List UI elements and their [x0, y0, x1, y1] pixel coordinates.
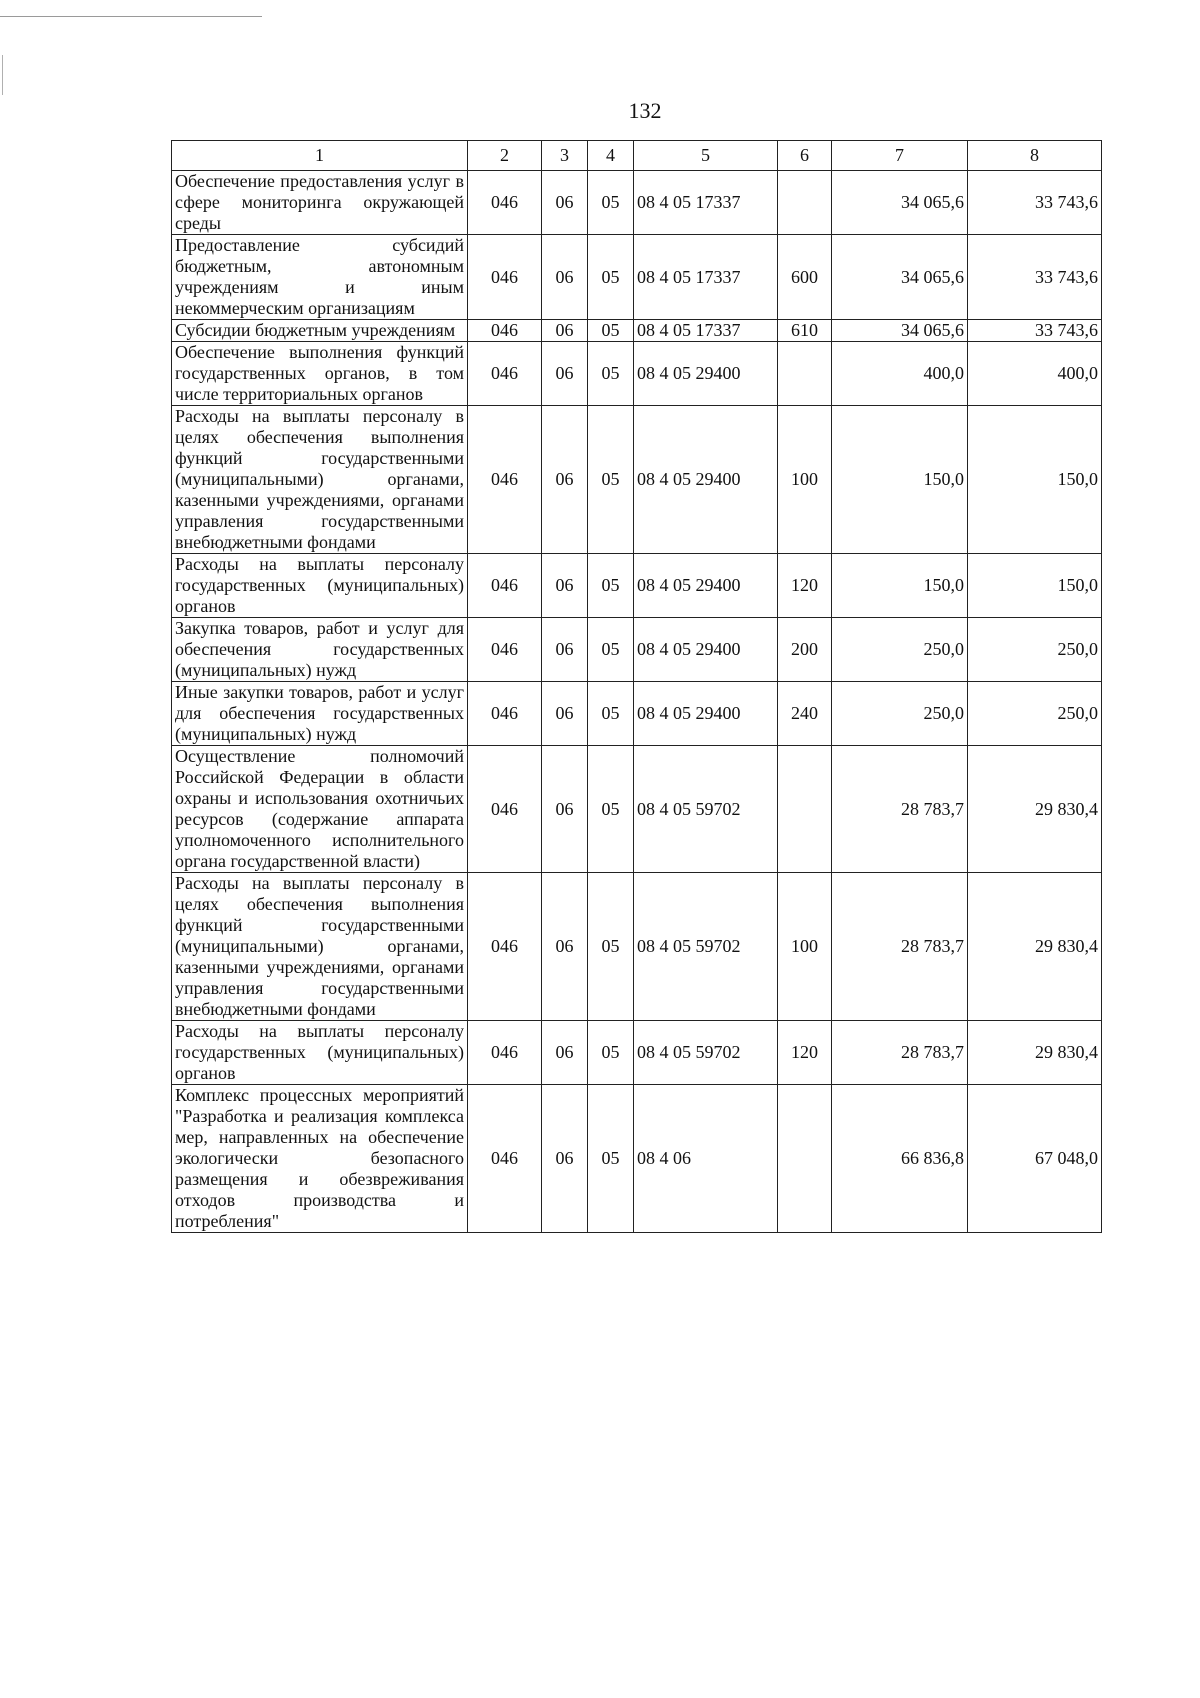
ministry-code: 046 [468, 618, 542, 682]
table-row [172, 618, 1102, 682]
scan-artifact-left-edge [2, 55, 3, 95]
amount-year-1: 28 783,7 [832, 1021, 968, 1085]
section-code: 06 [542, 235, 588, 320]
column-header: 2 [468, 141, 542, 171]
column-header: 4 [588, 141, 634, 171]
amount-year-2: 250,0 [968, 618, 1102, 682]
table-row [172, 682, 1102, 746]
ministry-code: 046 [468, 171, 542, 235]
amount-year-1: 250,0 [832, 682, 968, 746]
ministry-code: 046 [468, 342, 542, 406]
target-article-code: 08 4 05 29400 [634, 406, 778, 554]
amount-year-1: 400,0 [832, 342, 968, 406]
amount-year-2: 33 743,6 [968, 235, 1102, 320]
target-article-code: 08 4 05 17337 [634, 171, 778, 235]
subsection-code: 05 [588, 746, 634, 873]
target-article-code: 08 4 05 59702 [634, 1021, 778, 1085]
amount-year-2: 67 048,0 [968, 1085, 1102, 1233]
expense-type-code [778, 171, 832, 235]
expense-type-code: 100 [778, 873, 832, 1021]
amount-year-2: 29 830,4 [968, 1021, 1102, 1085]
column-header: 5 [634, 141, 778, 171]
table-row [172, 171, 1102, 235]
expense-type-code: 120 [778, 554, 832, 618]
amount-year-2: 400,0 [968, 342, 1102, 406]
column-header: 7 [832, 141, 968, 171]
section-code: 06 [542, 554, 588, 618]
section-code: 06 [542, 1085, 588, 1233]
expense-type-code [778, 746, 832, 873]
row-description: Закупка товаров, работ и услуг для обеспечения государственных (муниципальных) нужд [172, 618, 468, 682]
subsection-code: 05 [588, 618, 634, 682]
amount-year-1: 28 783,7 [832, 873, 968, 1021]
target-article-code: 08 4 05 29400 [634, 554, 778, 618]
amount-year-1: 34 065,6 [832, 235, 968, 320]
expense-type-code: 610 [778, 320, 832, 342]
table-row [172, 554, 1102, 618]
amount-year-2: 29 830,4 [968, 873, 1102, 1021]
row-description: Обеспечение выполнения функций государственных органов, в том числе территориальных органов [172, 342, 468, 406]
section-code: 06 [542, 171, 588, 235]
ministry-code: 046 [468, 320, 542, 342]
amount-year-2: 33 743,6 [968, 171, 1102, 235]
expense-type-code: 120 [778, 1021, 832, 1085]
amount-year-2: 29 830,4 [968, 746, 1102, 873]
amount-year-2: 33 743,6 [968, 320, 1102, 342]
page-number: 132 [628, 98, 662, 123]
ministry-code: 046 [468, 235, 542, 320]
amount-year-2: 150,0 [968, 554, 1102, 618]
row-description: Иные закупки товаров, работ и услуг для обеспечения государственных (муниципальных) нужд [172, 682, 468, 746]
table-row [172, 1021, 1102, 1085]
section-code: 06 [542, 342, 588, 406]
expense-type-code [778, 342, 832, 406]
section-code: 06 [542, 406, 588, 554]
expense-type-code: 600 [778, 235, 832, 320]
amount-year-1: 150,0 [832, 406, 968, 554]
column-header: 8 [968, 141, 1102, 171]
subsection-code: 05 [588, 171, 634, 235]
target-article-code: 08 4 05 29400 [634, 682, 778, 746]
subsection-code: 05 [588, 1021, 634, 1085]
amount-year-2: 250,0 [968, 682, 1102, 746]
ministry-code: 046 [468, 873, 542, 1021]
target-article-code: 08 4 05 17337 [634, 320, 778, 342]
expense-type-code: 240 [778, 682, 832, 746]
ministry-code: 046 [468, 1085, 542, 1233]
row-description: Обеспечение предоставления услуг в сфере мониторинга окружающей среды [172, 171, 468, 235]
row-description: Расходы на выплаты персоналу в целях обеспечения выполнения функций государственными (муниципальными) органами, казенными учреждениями, органами управления государственными внебюджетными фондами [172, 873, 468, 1021]
subsection-code: 05 [588, 682, 634, 746]
row-description: Субсидии бюджетным учреждениям [172, 320, 468, 342]
column-header: 3 [542, 141, 588, 171]
ministry-code: 046 [468, 554, 542, 618]
target-article-code: 08 4 05 59702 [634, 746, 778, 873]
target-article-code: 08 4 06 [634, 1085, 778, 1233]
amount-year-1: 66 836,8 [832, 1085, 968, 1233]
subsection-code: 05 [588, 235, 634, 320]
table-row [172, 406, 1102, 554]
budget-table [171, 140, 1102, 1233]
row-description: Расходы на выплаты персоналу государственных (муниципальных) органов [172, 554, 468, 618]
section-code: 06 [542, 320, 588, 342]
expense-type-code: 100 [778, 406, 832, 554]
table-row [172, 1085, 1102, 1233]
row-description: Осуществление полномочий Российской Федерации в области охраны и использования охотничьих ресурсов (содержание аппарата уполномоченного исполнительного органа государственной власти) [172, 746, 468, 873]
subsection-code: 05 [588, 320, 634, 342]
table-row [172, 746, 1102, 873]
amount-year-1: 34 065,6 [832, 171, 968, 235]
table-row [172, 342, 1102, 406]
section-code: 06 [542, 618, 588, 682]
row-description: Расходы на выплаты персоналу в целях обеспечения выполнения функций государственными (муниципальными) органами, казенными учреждениями, органами управления государственными внебюджетными фондами [172, 406, 468, 554]
amount-year-2: 150,0 [968, 406, 1102, 554]
ministry-code: 046 [468, 682, 542, 746]
target-article-code: 08 4 05 29400 [634, 618, 778, 682]
column-header: 1 [172, 141, 468, 171]
amount-year-1: 250,0 [832, 618, 968, 682]
subsection-code: 05 [588, 342, 634, 406]
table-row [172, 873, 1102, 1021]
scan-artifact-top-line [0, 16, 262, 17]
subsection-code: 05 [588, 873, 634, 1021]
amount-year-1: 34 065,6 [832, 320, 968, 342]
section-code: 06 [542, 746, 588, 873]
row-description: Комплекс процессных мероприятий "Разработка и реализация комплекса мер, направленных на обеспечение экологически безопасного размещения и обезвреживания отходов производства и потребления" [172, 1085, 468, 1233]
section-code: 06 [542, 1021, 588, 1085]
expense-type-code [778, 1085, 832, 1233]
ministry-code: 046 [468, 406, 542, 554]
row-description: Расходы на выплаты персоналу государственных (муниципальных) органов [172, 1021, 468, 1085]
ministry-code: 046 [468, 746, 542, 873]
section-code: 06 [542, 873, 588, 1021]
column-header: 6 [778, 141, 832, 171]
amount-year-1: 28 783,7 [832, 746, 968, 873]
subsection-code: 05 [588, 406, 634, 554]
ministry-code: 046 [468, 1021, 542, 1085]
table-row [172, 235, 1102, 320]
table-row [172, 320, 1102, 342]
target-article-code: 08 4 05 17337 [634, 235, 778, 320]
subsection-code: 05 [588, 1085, 634, 1233]
section-code: 06 [542, 682, 588, 746]
row-description: Предоставление субсидий бюджетным, автономным учреждениям и иным некоммерческим организациям [172, 235, 468, 320]
target-article-code: 08 4 05 29400 [634, 342, 778, 406]
expense-type-code: 200 [778, 618, 832, 682]
target-article-code: 08 4 05 59702 [634, 873, 778, 1021]
table-header-row [172, 141, 1102, 171]
amount-year-1: 150,0 [832, 554, 968, 618]
subsection-code: 05 [588, 554, 634, 618]
